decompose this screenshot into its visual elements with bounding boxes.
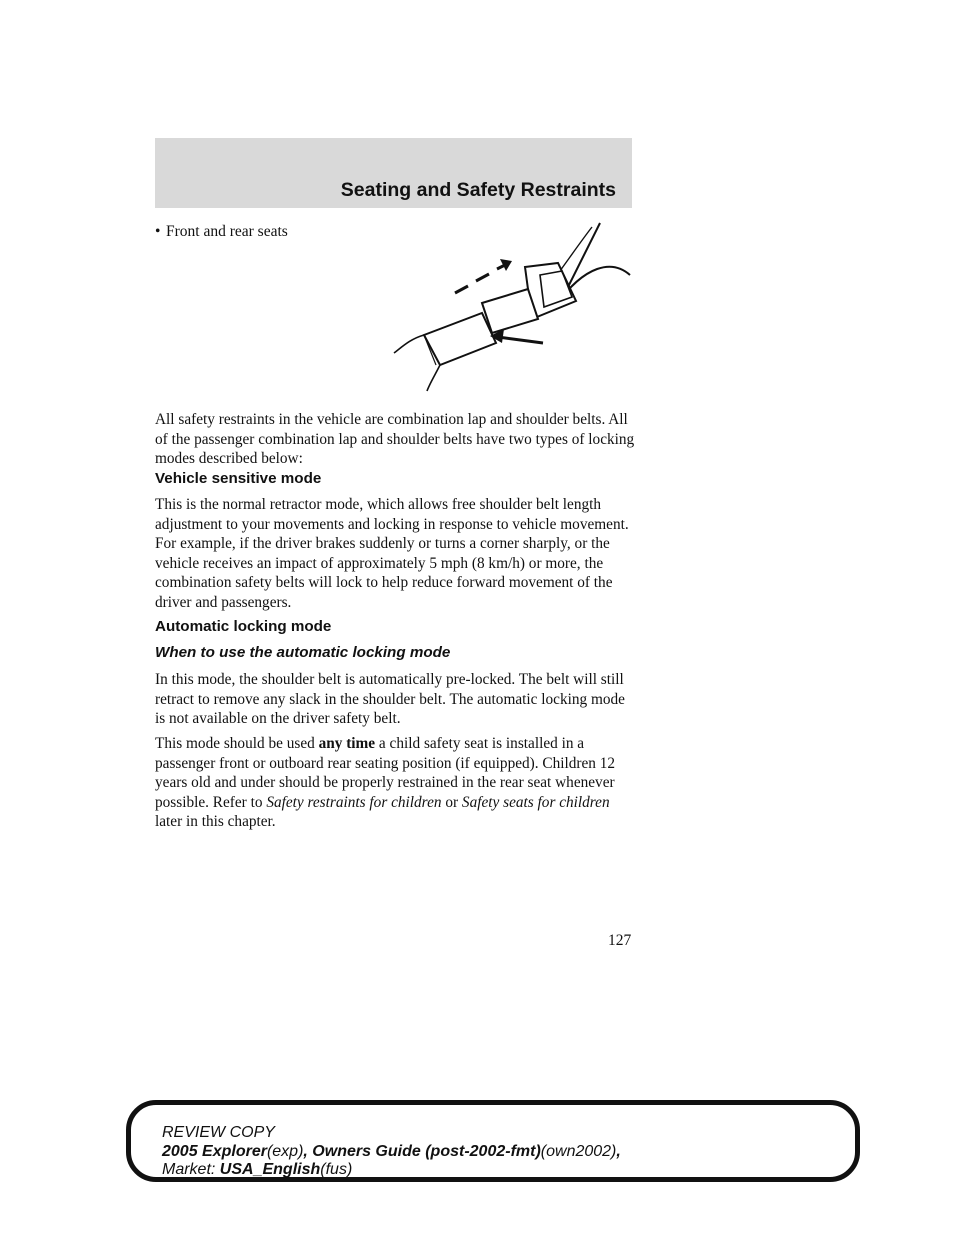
reference-safety-restraints-for-children: Safety restraints for children: [266, 793, 442, 811]
usage-text-2: a child safety seat is installed in a passenger front or outboard rear seating position (if equipped). Children 12 years old and under should be properly restrained in the rear seat whenever possible. Refer to: [155, 735, 616, 811]
footer-market-label: Market:: [162, 1161, 220, 1178]
usage-paragraph: [155, 734, 635, 832]
section-header-band: [155, 138, 632, 208]
footer-separator: ,: [303, 1143, 313, 1160]
seat-belt-buckle-illustration: [380, 215, 640, 395]
usage-text-1: This mode should be used: [155, 735, 319, 752]
footer-model-code: (exp): [266, 1143, 304, 1160]
footer-market-code: (fus): [320, 1161, 353, 1178]
reference-safety-seats-for-children: Safety seats for children: [461, 793, 610, 811]
page-number: 127: [608, 932, 632, 949]
section-title: Seating and Safety Restraints: [340, 179, 616, 201]
usage-text-or: or: [441, 793, 462, 811]
footer-trailing-comma: ,: [616, 1143, 621, 1160]
footer-guide-code: (own2002): [540, 1143, 617, 1160]
heading-when-to-use: When to use the automatic locking mode: [155, 644, 451, 661]
footer-market-line: [162, 1161, 352, 1179]
vehicle-sensitive-paragraph: This is the normal retractor mode, which allows free shoulder belt length adjustment to your movements and locking in response to vehicle movement. For example, if the driver brakes suddenly or turns a corner sharply, or the vehicle receives an impact of approximately 5 mph (8 km/h) or more, the combination safety belts will lock to help reduce forward movement of the driver and passengers.: [155, 496, 629, 611]
list-item-text: Front and rear seats: [166, 223, 288, 240]
footer-review-copy: REVIEW COPY: [162, 1124, 275, 1141]
usage-emphasis: any time: [318, 735, 376, 752]
footer-model: 2005 Explorer: [162, 1143, 267, 1160]
footer-market: USA_English: [219, 1161, 321, 1178]
footer-guide: Owners Guide (post-2002-fmt): [312, 1143, 541, 1160]
intro-paragraph: All safety restraints in the vehicle are combination lap and shoulder belts. All of the passenger combination lap and shoulder belts have two types of locking modes described below:: [155, 411, 635, 468]
heading-vehicle-sensitive-mode: Vehicle sensitive mode: [155, 470, 322, 487]
automatic-locking-paragraph: In this mode, the shoulder belt is automatically pre-locked. The belt will still retract to remove any slack in the shoulder belt. The automatic locking mode is not available on the driver safety belt.: [155, 671, 625, 728]
footer-model-line: [162, 1143, 621, 1161]
bullet-symbol: •: [155, 223, 161, 240]
usage-text-3: later in this chapter.: [155, 813, 276, 831]
heading-automatic-locking-mode: Automatic locking mode: [155, 618, 332, 635]
